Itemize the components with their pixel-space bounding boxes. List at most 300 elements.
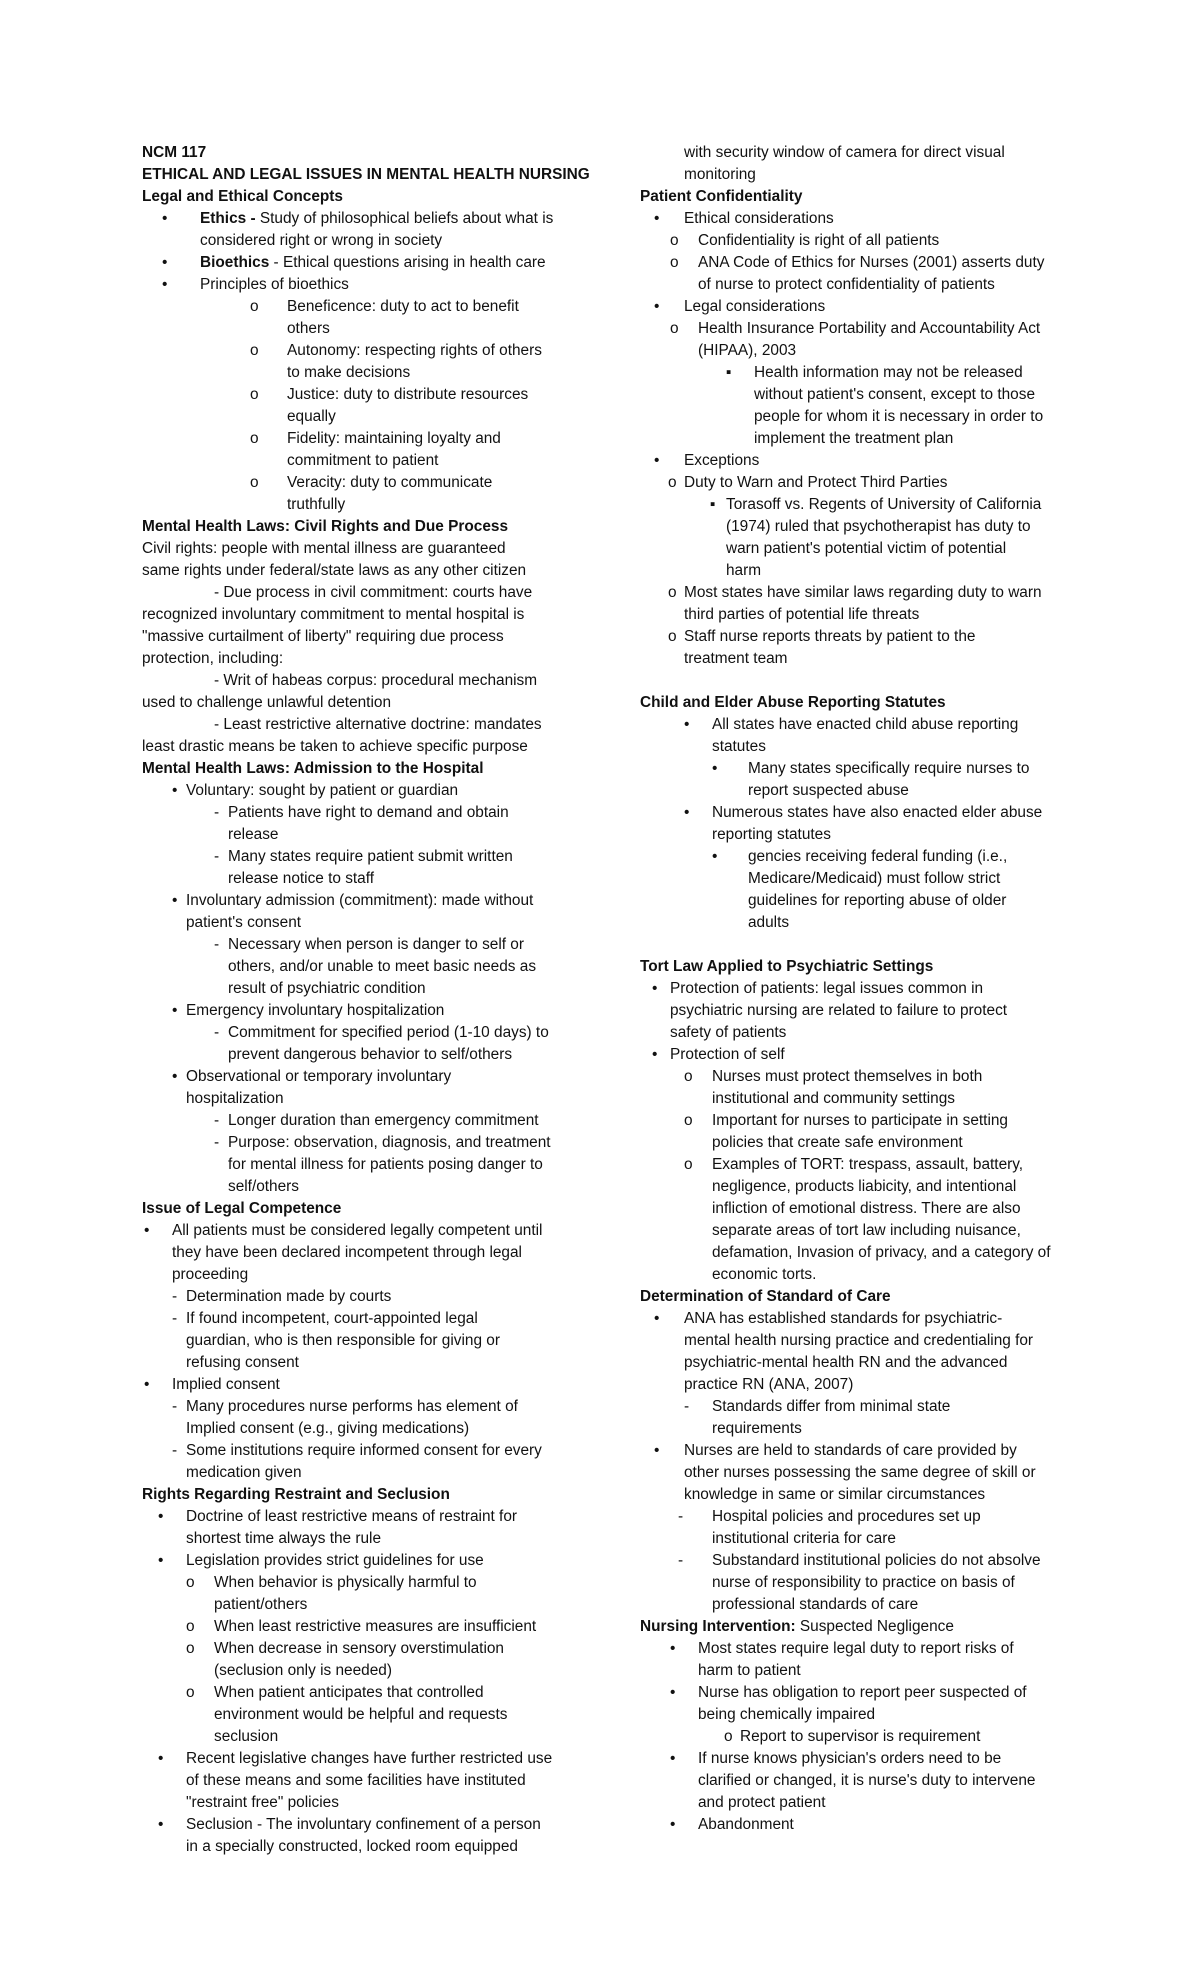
line-text: Seclusion - The involuntary confinement of a person	[186, 1816, 541, 1833]
text-line	[142, 692, 572, 714]
text-line	[142, 934, 572, 956]
text-line	[142, 736, 572, 758]
line-text: infliction of emotional distress. There are also	[712, 1200, 1021, 1217]
section-heading: Mental Health Laws: Admission to the Hospital	[142, 760, 484, 777]
text-line	[142, 274, 572, 296]
text-line	[142, 912, 572, 934]
line-text: result of psychiatric condition	[228, 980, 426, 997]
line-text: other nurses possessing the same degree of skill or	[684, 1464, 1036, 1481]
section-heading: Determination of Standard of Care	[640, 1288, 891, 1305]
text-line	[640, 780, 1070, 802]
line-text: with security window of camera for direct visual	[684, 144, 1005, 161]
text-line	[142, 538, 572, 560]
line-text: - Writ of habeas corpus: procedural mechanism	[214, 672, 538, 689]
list-marker: -	[214, 936, 220, 953]
line-text: Duty to Warn and Protect Third Parties	[684, 474, 948, 491]
line-text: Nurses must protect themselves in both	[712, 1068, 983, 1085]
text-line	[640, 582, 1070, 604]
list-marker: •	[670, 1640, 676, 1657]
line-text: protection, including:	[142, 650, 284, 667]
text-line	[142, 1594, 572, 1616]
line-text: Protection of patients: legal issues common in	[670, 980, 984, 997]
text-line	[142, 1484, 572, 1506]
text-line	[142, 758, 572, 780]
list-marker: •	[162, 254, 168, 271]
line-text: third parties of potential life threats	[684, 606, 920, 623]
section-heading: Issue of Legal Competence	[142, 1200, 342, 1217]
list-marker: •	[670, 1684, 676, 1701]
text-line	[142, 1770, 572, 1792]
line-text: self/others	[228, 1178, 300, 1195]
line-text: gencies receiving federal funding (i.e.,	[748, 848, 1008, 865]
text-line	[640, 450, 1070, 472]
section-heading: Rights Regarding Restraint and Seclusion	[142, 1486, 450, 1503]
line-text: nurse of responsibility to practice on basis of	[712, 1574, 1015, 1591]
list-marker: o	[250, 386, 259, 403]
text-line	[640, 868, 1070, 890]
text-line	[640, 384, 1070, 406]
text-line	[640, 956, 1070, 978]
line-text: used to challenge unlawful detention	[142, 694, 392, 711]
text-line	[142, 890, 572, 912]
text-line	[640, 252, 1070, 274]
list-marker: •	[158, 1508, 164, 1525]
text-line	[640, 1198, 1070, 1220]
text-line	[142, 1550, 572, 1572]
text-line	[142, 252, 572, 274]
text-line	[142, 604, 572, 626]
line-text: Important for nurses to participate in setting	[712, 1112, 1008, 1129]
text-line	[640, 1418, 1070, 1440]
line-text: Standards differ from minimal state	[712, 1398, 951, 1415]
text-line	[142, 1044, 572, 1066]
text-line	[142, 1374, 572, 1396]
left-column	[142, 142, 590, 1858]
text-line	[142, 1132, 572, 1154]
line-text: Justice: duty to distribute resources	[287, 386, 529, 403]
list-marker: -	[214, 848, 220, 865]
list-marker: o	[250, 430, 259, 447]
line-text: defamation, Invasion of privacy, and a category of	[712, 1244, 1051, 1261]
section-heading: Patient Confidentiality	[640, 188, 803, 205]
text-line	[142, 868, 572, 890]
list-marker: -	[678, 1508, 684, 1525]
line-text: seclusion	[214, 1728, 279, 1745]
line-text: hospitalization	[186, 1090, 284, 1107]
line-text: "restraint free" policies	[186, 1794, 339, 1811]
text-line	[142, 626, 572, 648]
line-text: - Due process in civil commitment: courts have	[214, 584, 533, 601]
text-line	[142, 1440, 572, 1462]
text-line	[640, 1814, 1070, 1836]
list-marker: o	[186, 1618, 195, 1635]
text-line	[142, 1330, 572, 1352]
text-line	[142, 406, 572, 428]
text-line	[142, 472, 572, 494]
text-line	[142, 428, 572, 450]
list-marker: •	[652, 980, 658, 997]
text-line	[142, 1396, 572, 1418]
list-marker: •	[712, 760, 718, 777]
line-text: Many states require patient submit written	[228, 848, 513, 865]
line-text: If found incompetent, court-appointed legal	[186, 1310, 478, 1327]
line-text: people for whom it is necessary in order to	[754, 408, 1044, 425]
line-text: (1974) ruled that psychotherapist has duty to	[726, 518, 1031, 535]
list-marker: -	[214, 1134, 220, 1151]
line-text: psychiatric-mental health RN and the advanced	[684, 1354, 1008, 1371]
line-text: refusing consent	[186, 1354, 299, 1371]
line-text: Implied consent (e.g., giving medications)	[186, 1420, 470, 1437]
section-heading: Child and Elder Abuse Reporting Statutes	[640, 694, 946, 711]
text-line	[640, 692, 1070, 714]
line-text: environment would be helpful and requests	[214, 1706, 508, 1723]
text-line	[640, 1660, 1070, 1682]
list-marker: •	[158, 1552, 164, 1569]
text-line	[640, 296, 1070, 318]
text-line	[142, 230, 572, 252]
line-text: Doctrine of least restrictive means of restraint for	[186, 1508, 518, 1525]
text-line	[142, 318, 572, 340]
text-line	[640, 1704, 1070, 1726]
line-text: Nurse has obligation to report peer suspected of	[698, 1684, 1027, 1701]
text-line	[640, 1792, 1070, 1814]
term-label: Ethics -	[200, 210, 256, 227]
section-heading: NCM 117	[142, 144, 207, 161]
line-text: Emergency involuntary hospitalization	[186, 1002, 445, 1019]
line-text: Health information may not be released	[754, 364, 1023, 381]
line-text: commitment to patient	[287, 452, 439, 469]
line-text: Suspected Negligence	[795, 1618, 954, 1635]
text-line	[142, 296, 572, 318]
line-text: patient's consent	[186, 914, 302, 931]
line-text: reporting statutes	[712, 826, 831, 843]
line-text: Most states require legal duty to report risks of	[698, 1640, 1014, 1657]
list-marker: o	[668, 584, 677, 601]
text-line	[640, 1616, 1070, 1638]
line-text: Necessary when person is danger to self or	[228, 936, 524, 953]
section-heading: Tort Law Applied to Psychiatric Settings	[640, 958, 934, 975]
text-line	[640, 912, 1070, 934]
line-text: Legislation provides strict guidelines for use	[186, 1552, 484, 1569]
line-text: Ethical considerations	[684, 210, 834, 227]
list-marker: •	[158, 1750, 164, 1767]
text-line	[640, 1594, 1070, 1616]
line-text: - Least restrictive alternative doctrine: mandates	[214, 716, 542, 733]
text-line	[142, 142, 572, 164]
list-marker: ▪	[726, 364, 732, 381]
text-line	[142, 1704, 572, 1726]
text-line	[640, 1374, 1070, 1396]
line-text: ANA has established standards for psychiatric-	[684, 1310, 1003, 1327]
text-line	[142, 1638, 572, 1660]
text-line	[640, 142, 1070, 164]
list-marker: -	[214, 1112, 220, 1129]
text-line	[640, 1022, 1070, 1044]
line-text: (seclusion only is needed)	[214, 1662, 392, 1679]
line-text: Medicare/Medicaid) must follow strict	[748, 870, 1001, 887]
line-text: Recent legislative changes have further restricted use	[186, 1750, 553, 1767]
list-marker: -	[684, 1398, 690, 1415]
text-line	[640, 978, 1070, 1000]
text-line	[640, 1330, 1070, 1352]
line-text: others, and/or unable to meet basic needs as	[228, 958, 537, 975]
line-text: warn patient's potential victim of potential	[726, 540, 1007, 557]
line-text: of nurse to protect confidentiality of patients	[698, 276, 995, 293]
text-line	[640, 1748, 1070, 1770]
text-line	[640, 428, 1070, 450]
text-line	[142, 670, 572, 692]
text-line	[640, 890, 1070, 912]
text-line	[142, 1352, 572, 1374]
line-text: safety of patients	[670, 1024, 787, 1041]
text-line	[640, 1396, 1070, 1418]
text-line	[142, 1682, 572, 1704]
line-text: When behavior is physically harmful to	[214, 1574, 477, 1591]
line-text: Confidentiality is right of all patients	[698, 232, 940, 249]
line-text: If nurse knows physician's orders need to be	[698, 1750, 1002, 1767]
text-line	[640, 1154, 1070, 1176]
line-text: Beneficence: duty to act to benefit	[287, 298, 519, 315]
list-marker: o	[668, 474, 677, 491]
section-heading: Mental Health Laws: Civil Rights and Due Process	[142, 518, 509, 535]
text-line	[640, 1044, 1070, 1066]
list-marker: o	[670, 254, 679, 271]
text-line	[640, 714, 1070, 736]
line-text: policies that create safe environment	[712, 1134, 963, 1151]
text-line	[640, 164, 1070, 186]
text-line	[640, 1110, 1070, 1132]
line-text: others	[287, 320, 330, 337]
text-line	[142, 956, 572, 978]
text-line	[640, 1528, 1070, 1550]
line-text: knowledge in same or similar circumstances	[684, 1486, 986, 1503]
line-text: Numerous states have also enacted elder abuse	[712, 804, 1043, 821]
line-text: Most states have similar laws regarding duty to warn	[684, 584, 1042, 601]
text-line	[640, 934, 1070, 956]
list-marker: •	[144, 1222, 150, 1239]
text-line	[640, 1572, 1070, 1594]
line-text: Involuntary admission (commitment): made without	[186, 892, 534, 909]
line-text: Civil rights: people with mental illness are guaranteed	[142, 540, 506, 557]
line-text: When least restrictive measures are insufficient	[214, 1618, 537, 1635]
list-marker: -	[172, 1442, 178, 1459]
text-line	[142, 1242, 572, 1264]
line-text: Many states specifically require nurses to	[748, 760, 1030, 777]
line-text: institutional and community settings	[712, 1090, 955, 1107]
text-line	[640, 1638, 1070, 1660]
line-text: Staff nurse reports threats by patient to the	[684, 628, 976, 645]
text-line	[142, 1088, 572, 1110]
list-marker: •	[654, 1310, 660, 1327]
line-text: Many procedures nurse performs has element of	[186, 1398, 518, 1415]
list-marker: •	[654, 452, 660, 469]
line-text: truthfully	[287, 496, 346, 513]
line-text: harm	[726, 562, 762, 579]
list-marker: -	[678, 1552, 684, 1569]
line-text: and protect patient	[698, 1794, 826, 1811]
text-line	[142, 186, 572, 208]
text-line	[640, 1242, 1070, 1264]
text-line	[640, 1132, 1070, 1154]
line-text: psychiatric nursing are related to failure to protect	[670, 1002, 1008, 1019]
text-line	[640, 1770, 1070, 1792]
line-text: ANA Code of Ethics for Nurses (2001) asserts duty	[698, 254, 1045, 271]
text-line	[142, 714, 572, 736]
text-line	[142, 340, 572, 362]
list-marker: •	[684, 716, 690, 733]
line-text: separate areas of tort law including nuisance,	[712, 1222, 1021, 1239]
line-text: shortest time always the rule	[186, 1530, 382, 1547]
line-text: institutional criteria for care	[712, 1530, 896, 1547]
line-text: Purpose: observation, diagnosis, and treatment	[228, 1134, 551, 1151]
text-line	[640, 560, 1070, 582]
line-text: monitoring	[684, 166, 756, 183]
line-text: Longer duration than emergency commitment	[228, 1112, 539, 1129]
line-text: Torasoff vs. Regents of University of California	[726, 496, 1042, 513]
list-marker: •	[172, 892, 178, 909]
line-text: without patient's consent, except to those	[754, 386, 1035, 403]
line-text: Protection of self	[670, 1046, 785, 1063]
line-text: All patients must be considered legally competent until	[172, 1222, 543, 1239]
line-text: guardian, who is then responsible for giving or	[186, 1332, 500, 1349]
line-text: implement the treatment plan	[754, 430, 954, 447]
text-line	[142, 582, 572, 604]
text-line	[640, 1286, 1070, 1308]
list-marker: -	[214, 1024, 220, 1041]
text-line	[142, 362, 572, 384]
list-marker: o	[684, 1156, 693, 1173]
list-marker: •	[670, 1750, 676, 1767]
line-text: Commitment for specified period (1-10 days) to	[228, 1024, 549, 1041]
text-line	[640, 802, 1070, 824]
text-line	[142, 1462, 572, 1484]
line-text: negligence, products liabicity, and intentional	[712, 1178, 1017, 1195]
list-marker: •	[654, 1442, 660, 1459]
line-text: proceeding	[172, 1266, 249, 1283]
line-text: Legal considerations	[684, 298, 826, 315]
text-line	[640, 230, 1070, 252]
line-text: clarified or changed, it is nurse's duty to intervene	[698, 1772, 1036, 1789]
line-text: they have been declared incompetent through legal	[172, 1244, 522, 1261]
text-line	[640, 340, 1070, 362]
text-line	[142, 978, 572, 1000]
list-marker: •	[172, 782, 178, 799]
text-line	[142, 1198, 572, 1220]
text-line	[640, 648, 1070, 670]
text-line	[142, 1616, 572, 1638]
text-line	[142, 824, 572, 846]
text-line	[640, 1220, 1070, 1242]
line-text: patient/others	[214, 1596, 308, 1613]
text-line	[142, 1748, 572, 1770]
text-line	[142, 802, 572, 824]
text-line	[142, 1286, 572, 1308]
list-marker: •	[172, 1068, 178, 1085]
text-line	[142, 1022, 572, 1044]
line-text: Principles of bioethics	[200, 276, 349, 293]
line-text: guidelines for reporting abuse of older	[748, 892, 1007, 909]
list-marker: -	[172, 1288, 178, 1305]
text-line	[640, 1682, 1070, 1704]
text-line	[640, 758, 1070, 780]
text-line	[142, 1000, 572, 1022]
line-text: treatment team	[684, 650, 788, 667]
text-line	[640, 670, 1070, 692]
line-text: least drastic means be taken to achieve specific purpose	[142, 738, 528, 755]
line-text: Some institutions require informed consent for every	[186, 1442, 542, 1459]
list-marker: -	[172, 1398, 178, 1415]
list-marker: o	[684, 1112, 693, 1129]
line-text: Substandard institutional policies do not absolve	[712, 1552, 1041, 1569]
text-line	[142, 560, 572, 582]
section-heading: ETHICAL AND LEGAL ISSUES IN MENTAL HEALTH NURSING	[142, 166, 590, 183]
text-line	[142, 516, 572, 538]
line-text: Study of philosophical beliefs about what is	[255, 210, 554, 227]
text-line	[142, 1154, 572, 1176]
line-text: of these means and some facilities have instituted	[186, 1772, 526, 1789]
list-marker: o	[684, 1068, 693, 1085]
list-marker: o	[670, 232, 679, 249]
text-line	[142, 494, 572, 516]
text-line	[640, 1066, 1070, 1088]
text-line	[640, 1264, 1070, 1286]
line-text: When decrease in sensory overstimulation	[214, 1640, 504, 1657]
text-line	[640, 274, 1070, 296]
text-line	[640, 494, 1070, 516]
line-text: Determination made by courts	[186, 1288, 392, 1305]
line-text: economic torts.	[712, 1266, 817, 1283]
line-text: professional standards of care	[712, 1596, 919, 1613]
line-text: recognized involuntary commitment to mental hospital is	[142, 606, 525, 623]
text-line	[142, 1066, 572, 1088]
line-text: Examples of TORT: trespass, assault, battery,	[712, 1156, 1024, 1173]
text-line	[640, 472, 1070, 494]
text-line	[142, 1792, 572, 1814]
line-text: medication given	[186, 1464, 302, 1481]
list-marker: •	[158, 1816, 164, 1833]
text-line	[142, 1814, 572, 1836]
list-marker: o	[186, 1640, 195, 1657]
term-label: Bioethics	[200, 254, 270, 271]
list-marker: o	[186, 1574, 195, 1591]
line-text: Patients have right to demand and obtain	[228, 804, 509, 821]
text-line	[142, 384, 572, 406]
text-line	[640, 538, 1070, 560]
line-text: mental health nursing practice and credentialing for	[684, 1332, 1034, 1349]
list-marker: •	[162, 276, 168, 293]
text-line	[640, 208, 1070, 230]
text-line	[142, 1726, 572, 1748]
line-text: Health Insurance Portability and Accountability Act	[698, 320, 1041, 337]
text-line	[640, 1176, 1070, 1198]
list-marker: o	[250, 298, 259, 315]
line-text: Veracity: duty to communicate	[287, 474, 493, 491]
list-marker: o	[724, 1728, 733, 1745]
text-line	[142, 164, 590, 186]
line-text: Voluntary: sought by patient or guardian	[186, 782, 459, 799]
line-text: "massive curtailment of liberty" requiring due process	[142, 628, 504, 645]
line-text: report suspected abuse	[748, 782, 909, 799]
section-heading: Legal and Ethical Concepts	[142, 188, 343, 205]
text-line	[640, 1088, 1070, 1110]
line-text: being chemically impaired	[698, 1706, 876, 1723]
line-text: Implied consent	[172, 1376, 280, 1393]
line-text: equally	[287, 408, 336, 425]
text-line	[142, 1220, 572, 1242]
text-line	[142, 450, 572, 472]
line-text: harm to patient	[698, 1662, 801, 1679]
line-text: (HIPAA), 2003	[698, 342, 797, 359]
